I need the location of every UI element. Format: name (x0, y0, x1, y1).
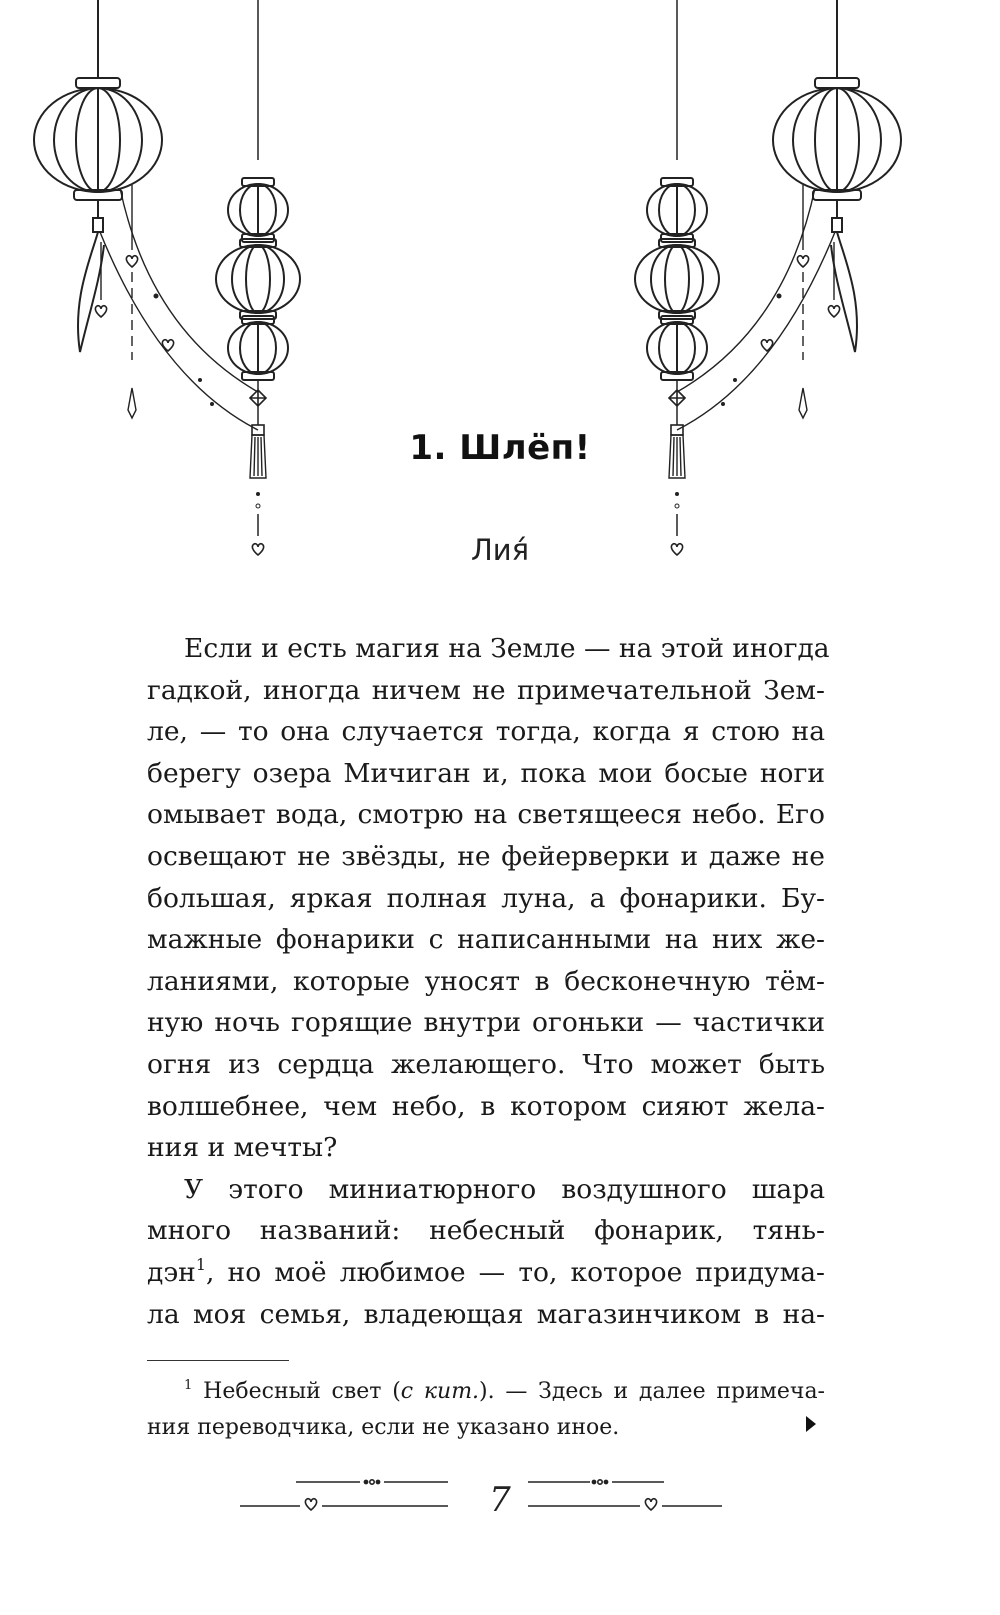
footnote-text-c: ). — Здесь и далее примеча- (479, 1379, 825, 1404)
body-line: огня из сердца желающего. Что может быть (147, 1048, 825, 1080)
footnote-reference[interactable]: 1 (195, 1255, 206, 1275)
footnote-text-italic: с кит. (400, 1379, 480, 1404)
body-fragment: , но моё любимое — то, которое придума- (205, 1256, 825, 1288)
body-line: ния и мечты? (147, 1132, 338, 1164)
lantern-decoration (0, 0, 1000, 600)
footnote-text-a: Небесный свет ( (203, 1379, 401, 1404)
body-line-with-footnote (147, 1252, 825, 1294)
footnote-line: ния переводчика, если не указано иное. (147, 1415, 620, 1440)
chapter-narrator: Лия́ (470, 533, 530, 567)
body-line: У этого миниатюрного воздушного шара (184, 1173, 825, 1205)
body-line: Если и есть магия на Земле — на этой иногда (184, 633, 830, 664)
footnote-line (147, 1374, 825, 1410)
body-line: ную ночь горящие внутри огоньки — частички (147, 1007, 825, 1039)
body-line: омывает вода, смотрю на светящееся небо. Его (147, 799, 825, 831)
body-line: ланиями, которые уносят в бесконечную тём- (147, 965, 825, 997)
body-text (147, 628, 830, 1335)
footnote-marker: 1 (184, 1378, 193, 1394)
body-line: берегу озера Мичиган и, пока мои босые ноги (147, 757, 825, 789)
body-line: мажные фонарики с написанными на них же- (147, 924, 825, 956)
footnote-divider (147, 1360, 289, 1361)
body-line: ле, — то она случается тогда, когда я стою на (147, 716, 825, 748)
body-line: освещают не звёзды, не фейерверки и даже не (147, 840, 825, 872)
body-line: гадкой, иногда ничем не примечательной Зем- (147, 674, 825, 706)
body-line: волшебнее, чем небо, в котором сияют жела- (147, 1090, 825, 1122)
continue-arrow-icon (806, 1416, 816, 1432)
page-number: 7 (489, 1480, 511, 1520)
footnote (147, 1374, 825, 1446)
body-line: много названий: небесный фонарик, тянь- (147, 1215, 825, 1247)
chapter-title: 1. Шлёп! (409, 428, 591, 468)
body-line: большая, яркая полная луна, а фонарики. Бу- (147, 882, 825, 914)
body-fragment: дэн (147, 1256, 196, 1288)
body-line: ла моя семья, владеющая магазинчиком в на- (147, 1298, 825, 1330)
